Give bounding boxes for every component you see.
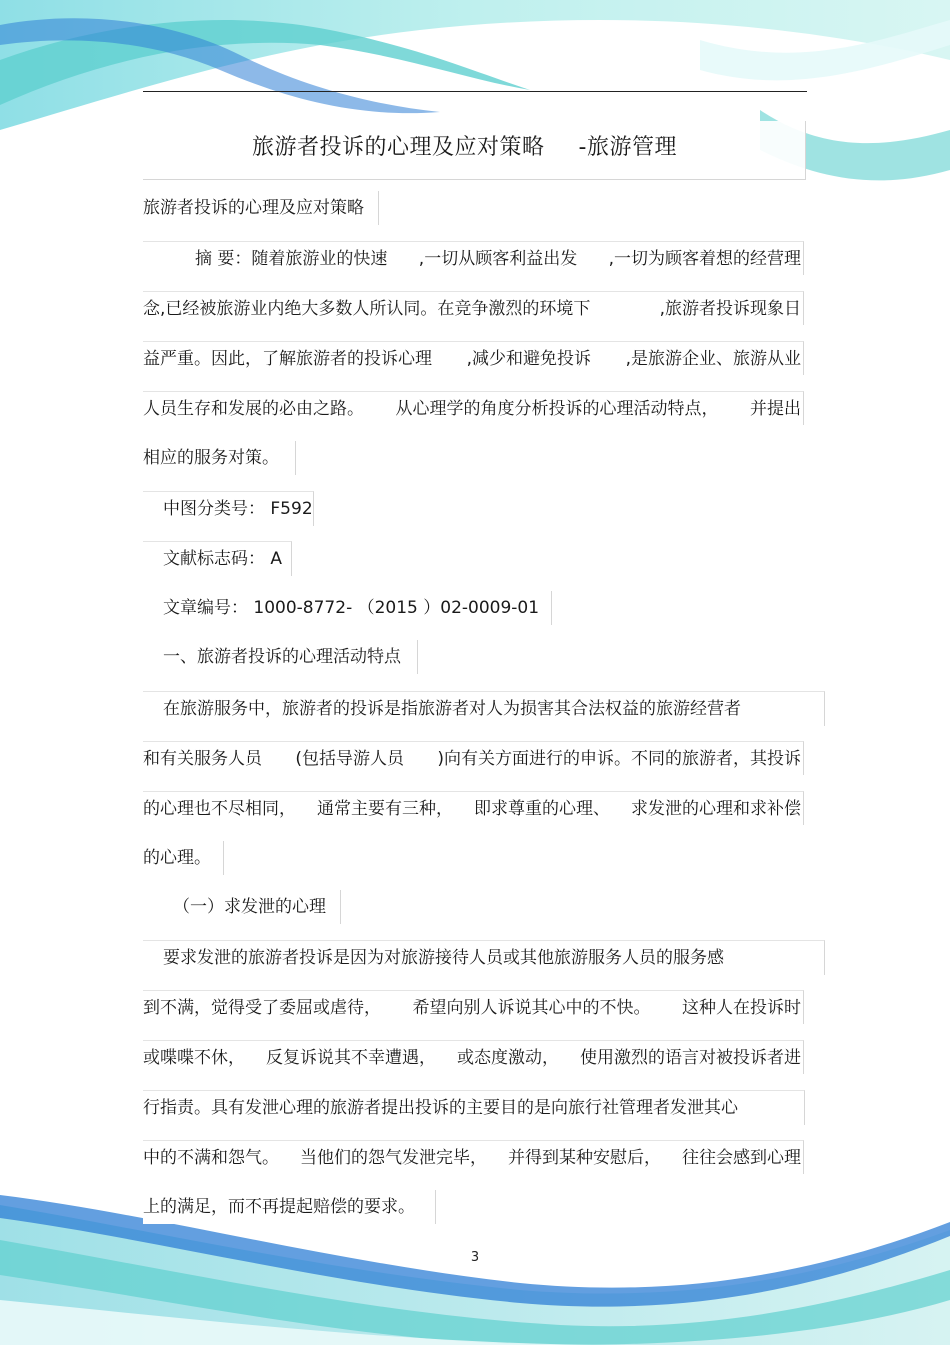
text-segment: 反复诉说其不幸遭遇， [266, 1048, 436, 1068]
subsection-line [143, 1190, 436, 1224]
subtitle: 旅游者投诉的心理及应对策略 [143, 191, 379, 225]
section-line [143, 741, 804, 775]
section-heading: 一、旅游者投诉的心理活动特点 [143, 640, 418, 674]
text-segment: 的心理也不尽相同， [143, 799, 296, 819]
abstract-line [143, 241, 804, 275]
text-segment: 并得到某种安慰后， [508, 1148, 661, 1168]
article-number: 文章编号： 1000-8772- （2015 ）02-0009-01 [143, 591, 552, 625]
text-segment: 相应的服务对策。 [143, 448, 279, 468]
text-segment: 要求发泄的旅游者投诉是因为对旅游接待人员或其他旅游服务人员的服务感 [163, 948, 724, 968]
section-line [143, 691, 825, 726]
text-segment: 通常主要有三种， [317, 799, 453, 819]
subsection-line [143, 990, 804, 1024]
header-rule [143, 91, 807, 92]
subsection-line [143, 1140, 804, 1174]
text-segment: 摘 要：随着旅游业的快速 [195, 249, 388, 269]
page-number: 3 [470, 1250, 480, 1265]
text-segment: 使用激烈的语言对被投诉者进 [580, 1048, 801, 1068]
document-code: 文献标志码： A [143, 541, 292, 576]
text-segment: ,是旅游企业、旅游从业 [625, 349, 801, 369]
text-segment: 行指责。具有发泄心理的旅游者提出投诉的主要目的是向旅行社管理者发泄其心 [143, 1098, 738, 1118]
subsection-heading: （一）求发泄的心理 [143, 890, 341, 924]
classification-number: 中图分类号： F592 [143, 491, 314, 526]
text-segment: 和有关服务人员 [143, 749, 262, 769]
text-segment: 往往会感到心理 [682, 1148, 801, 1168]
text-segment: ,旅游者投诉现象日 [659, 299, 801, 319]
text-segment: ,一切从顾客利益出发 [418, 249, 578, 269]
text-segment: )向有关方面进行的申诉。不同的旅游者，其投诉 [437, 749, 801, 769]
subsection-line [143, 1090, 805, 1125]
text-segment: 念,已经被旅游业内绝大多数人所认同。在竞争激烈的环境下 [143, 299, 591, 319]
text-segment: 这种人在投诉时 [682, 998, 801, 1018]
text-segment: 求发泄的心理和求补偿 [631, 799, 801, 819]
text-segment: 人员生存和发展的必由之路。 [143, 399, 364, 419]
text-segment: 当他们的怨气发泄完毕， [300, 1148, 487, 1168]
text-segment: 或喋喋不休， [143, 1048, 245, 1068]
text-segment: 即求尊重的心理、 [474, 799, 610, 819]
text-segment: 益严重。因此，了解旅游者的投诉心理 [143, 349, 432, 369]
text-segment: 上的满足，而不再提起赔偿的要求。 [143, 1197, 415, 1217]
section-line [143, 841, 224, 875]
text-segment: 或态度激动， [457, 1048, 559, 1068]
text-segment: 到不满，觉得受了委屈或虐待， [143, 998, 381, 1018]
abstract-line [143, 391, 804, 425]
text-segment: 并提出 [750, 399, 801, 419]
abstract-line [143, 341, 804, 375]
abstract-line [143, 441, 296, 475]
subsection-line [143, 1040, 804, 1074]
text-segment: ,一切为顾客着想的经营理 [608, 249, 801, 269]
subsection-line [143, 940, 825, 975]
page-title: 旅游者投诉的心理及应对策略 -旅游管理 [252, 135, 677, 160]
text-segment: ,减少和避免投诉 [466, 349, 591, 369]
text-segment: 希望向别人诉说其心中的不快。 [412, 998, 651, 1018]
text-segment: 在旅游服务中，旅游者的投诉是指旅游者对人为损害其合法权益的旅游经营者 [163, 699, 741, 719]
text-segment: (包括导游人员 [295, 749, 404, 769]
text-segment: 的心理。 [143, 848, 211, 868]
abstract-line [143, 291, 804, 325]
section-line [143, 791, 804, 825]
text-segment: 从心理学的角度分析投诉的心理活动特点， [395, 399, 719, 419]
text-segment: 中的不满和怨气。 [143, 1148, 279, 1168]
